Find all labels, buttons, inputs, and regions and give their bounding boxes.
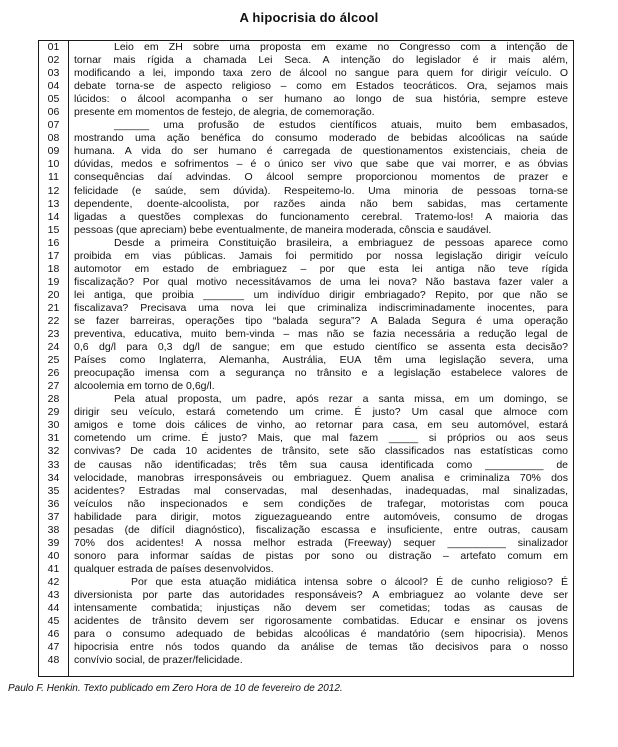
line-text: velocidade, manobras irresponsáveis ou embriaguez. Quem analisa e criminaliza 70% dos	[74, 471, 568, 484]
passage-line	[39, 119, 573, 132]
line-text: Países como Inglaterra, Alemanha, Austrália, EUA têm uma legislação severa, uma	[74, 354, 568, 367]
line-text: Pela atual proposta, um padre, após rezar a santa missa, em um domingo, se	[114, 393, 568, 406]
line-number: 34	[39, 472, 69, 485]
line-text: ______ uma profusão de estudos científicos atuais, muito bem embasados,	[114, 119, 568, 132]
line-number: 47	[39, 641, 69, 654]
line-number: 24	[39, 341, 69, 354]
passage-line	[39, 393, 573, 406]
line-number: 28	[39, 393, 69, 406]
line-text	[69, 667, 573, 676]
line-number: 31	[39, 432, 69, 445]
line-text: intensamente combatida; injustiças não devem ser cometidas; todas as causas de	[74, 602, 568, 615]
passage-line	[39, 289, 573, 302]
line-number: 17	[39, 250, 69, 263]
passage-line	[39, 537, 573, 550]
line-text: de causas não identificadas; três têm sua causa identificada como __________ de	[74, 458, 568, 471]
line-number: 18	[39, 263, 69, 276]
passage-line	[39, 615, 573, 628]
passage-line	[39, 263, 573, 276]
line-text: preventiva, educativa, muito bem-vinda – mas não se fazia necessária a redução legal de	[74, 328, 568, 341]
line-number: 48	[39, 654, 69, 667]
passage-line	[39, 485, 573, 498]
passage-line	[39, 341, 573, 354]
line-number: 11	[39, 171, 69, 184]
line-text: proibida em vias públicas. Jamais foi permitido por nossa legislação dirigir veículo	[74, 249, 568, 262]
passage-line	[39, 145, 573, 158]
line-number: 22	[39, 315, 69, 328]
passage-line	[39, 354, 573, 367]
line-text: veículos não inspecionados e sem condições de trafegar, motoristas com pouca	[74, 497, 568, 510]
line-number: 01	[39, 41, 69, 54]
line-text: hipocrisia entre nós todos quando da análise de temas tão decisivos para o nosso	[74, 641, 568, 654]
passage-line	[39, 41, 573, 54]
line-number: 06	[39, 106, 69, 119]
line-text: dúvidas, medos e sofrimentos – é o único ser vivo que sabe que vai morrer, e as óbvias	[74, 158, 568, 171]
passage-line	[39, 563, 573, 576]
line-text: fiscalizava? Precisava uma nova lei que criminaliza indiscriminadamente inocentes, para	[74, 301, 568, 314]
passage-line	[39, 628, 573, 641]
line-number: 37	[39, 511, 69, 524]
table-bottom-spacer	[39, 667, 573, 676]
passage-line	[39, 276, 573, 289]
passage-line	[39, 315, 573, 328]
line-number: 14	[39, 211, 69, 224]
passage-line	[39, 237, 573, 250]
line-text: convivas? De cada 10 acidentes de trânsito, sete são classificados nas estatísticas como	[74, 445, 568, 458]
passage-line	[39, 380, 573, 393]
passage-line	[39, 589, 573, 602]
line-number: 27	[39, 380, 69, 393]
passage-line	[39, 498, 573, 511]
line-number: 44	[39, 602, 69, 615]
line-number: 12	[39, 185, 69, 198]
line-text: humana. A vida do ser humano é carregada de questionamentos existenciais, cheia de	[74, 145, 568, 158]
line-number: 09	[39, 145, 69, 158]
line-number: 10	[39, 158, 69, 171]
line-number: 05	[39, 93, 69, 106]
line-text: Desde a primeira Constituição brasileira, a embriaguez de pessoas aparece como	[114, 236, 568, 249]
line-text: amigos e tome dois cálices de vinho, ao retornar para casa, em seu automóvel, estará	[74, 419, 568, 432]
line-number: 04	[39, 80, 69, 93]
line-number: 26	[39, 367, 69, 380]
line-number: 35	[39, 485, 69, 498]
passage-line	[39, 302, 573, 315]
passage-line	[39, 576, 573, 589]
passage-line	[39, 445, 573, 458]
line-number: 08	[39, 132, 69, 145]
line-number: 15	[39, 224, 69, 237]
line-number: 36	[39, 498, 69, 511]
line-text: acidentes de trânsito devem ser rigorosamente combatidas. Educar e ensinar os jovens	[74, 615, 568, 628]
line-number: 46	[39, 628, 69, 641]
line-number: 40	[39, 550, 69, 563]
line-text: Leio em ZH sobre uma proposta em exame no Congresso com a intenção de	[114, 41, 568, 53]
passage-table	[38, 40, 574, 677]
passage-line	[39, 158, 573, 171]
line-text: diversionista por parte das autoridades responsáveis? A embriaguez ao volante deve ser	[74, 588, 568, 601]
passage-line	[39, 54, 573, 67]
line-text: mostrando uma ação benéfica do consumo moderado de bebidas alcoólicas na saúde	[74, 132, 568, 145]
line-text: qualquer estrada de países desenvolvidos.	[74, 562, 274, 575]
line-text: Por que esta atuação midiática intensa sobre o álcool? É de cunho religioso? É	[131, 575, 568, 588]
line-text: pessoas (que apreciam) bebe eventualmente, de maneira moderada, cônscia e saudável.	[74, 223, 492, 236]
passage-line	[39, 106, 573, 119]
line-text: dirigir seu veículo, estará cometendo um crime. É justo? Um casal que almoce com	[74, 406, 568, 419]
line-text: habilidade para dirigir, motos ziguezagueando entre automóveis, consumo de drogas	[74, 510, 568, 523]
line-number: 32	[39, 445, 69, 458]
line-number: 16	[39, 237, 69, 250]
passage-line	[39, 419, 573, 432]
line-text: 70% dos acidentes! A nossa melhor estrada (Freeway) sequer __________ sinalizador	[74, 536, 568, 549]
line-text: cometendo um crime. É justo? Mais, que mal fazem _____ si próprios ou aos seus	[74, 432, 568, 445]
passage-line	[39, 224, 573, 237]
passage-line	[39, 80, 573, 93]
passage-line	[39, 198, 573, 211]
passage-line	[39, 459, 573, 472]
line-number: 19	[39, 276, 69, 289]
line-text: felicidade (e saúde, sem dúvida). Respeitemo-lo. Uma minoria de pessoas torna-se	[74, 184, 568, 197]
line-number: 42	[39, 576, 69, 589]
passage-line	[39, 171, 573, 184]
line-number: 41	[39, 563, 69, 576]
line-number: 38	[39, 524, 69, 537]
passage-line	[39, 367, 573, 380]
line-text: alcoolemia em torno de 0,6g/l.	[74, 380, 215, 393]
line-number	[39, 667, 69, 676]
passage-line	[39, 602, 573, 615]
line-text: debate torna-se de aspecto religioso – como em Estados teocráticos. Ora, sejamos mais	[74, 80, 568, 93]
passage-line	[39, 641, 573, 654]
line-number: 23	[39, 328, 69, 341]
line-text: consequências daí advindas. O álcool sempre proporcionou momentos de prazer e	[74, 171, 568, 184]
line-text: presente em momentos de festejo, de alegria, de comemoração.	[74, 106, 375, 119]
line-text: automotor em estado de embriaguez – por que esta lei antiga não teve rígida	[74, 262, 568, 275]
line-number: 33	[39, 459, 69, 472]
line-text: sonoro para informar saídas de pistas por sono ou distração – artefato comum em	[74, 549, 568, 562]
source-citation: Paulo F. Henkin. Texto publicado em Zero Hora de 10 de fevereiro de 2012.	[8, 683, 343, 695]
passage-line	[39, 328, 573, 341]
line-text: para o consumo adequado de bebidas alcoólicas é mandatório (sem hipocrisia). Menos	[74, 628, 568, 641]
line-text: lúcidos: o álcool acompanha o ser humano ao longo de sua história, sempre esteve	[74, 93, 568, 106]
passage-line	[39, 250, 573, 263]
passage-rows	[39, 41, 573, 676]
passage-line	[39, 93, 573, 106]
line-number: 20	[39, 289, 69, 302]
line-text: tornar mais rígida a chamada Lei Seca. A intenção do legislador é ir mais além,	[74, 54, 568, 67]
passage-line	[39, 472, 573, 485]
line-text: pesadas (de difícil diagnóstico), fiscalização escassa e insuficiente, entre outras, causam	[74, 523, 568, 536]
line-number: 13	[39, 198, 69, 211]
line-number: 02	[39, 54, 69, 67]
line-number: 39	[39, 537, 69, 550]
passage-line	[39, 67, 573, 80]
line-text: se fazer barreiras, operações tipo “balada segura”? A Balada Segura é uma operação	[74, 314, 568, 327]
line-number: 45	[39, 615, 69, 628]
passage-line	[39, 550, 573, 563]
passage-line	[39, 432, 573, 445]
line-number: 03	[39, 67, 69, 80]
line-text: acidentes? Estradas mal conservadas, mal desenhadas, inadequadas, mal sinalizadas,	[74, 484, 568, 497]
line-number: 43	[39, 589, 69, 602]
passage-line	[39, 406, 573, 419]
line-text: ligadas a questões complexas do funcionamento cerebral. Tratemo-los! A maioria das	[74, 210, 568, 223]
passage-line	[39, 132, 573, 145]
line-text: fiscalização? Por qual motivo necessitávamos de uma lei nova? Não bastava fazer valer a	[74, 275, 568, 288]
passage-line	[39, 511, 573, 524]
line-text: dependente, doente-alcoolista, por razões ainda não bem sabidas, mas certamente	[74, 197, 568, 210]
line-text: convívio social, de prazer/felicidade.	[74, 654, 243, 667]
line-text: preocupação imensa com a segurança no trânsito e a legislação estabelece valores de	[74, 367, 568, 380]
passage-line	[39, 211, 573, 224]
page-title: A hipocrisia do álcool	[239, 10, 379, 25]
passage-line	[39, 185, 573, 198]
line-number: 21	[39, 302, 69, 315]
line-number: 07	[39, 119, 69, 132]
line-number: 29	[39, 406, 69, 419]
passage-line	[39, 654, 573, 667]
line-text: 0,6 dg/l para 0,3 dg/l de sangue; em que estudo científico se assenta esta decisão?	[74, 341, 568, 354]
line-text: lei antiga, que proibia _______ um indivíduo dirigir embriagado? Repito, por que não se	[74, 288, 568, 301]
passage-line	[39, 524, 573, 537]
line-text: modificando a lei, impondo taxa zero de álcool no sangue para quem for dirigir veículo. O	[74, 67, 568, 80]
line-number: 30	[39, 419, 69, 432]
line-number: 25	[39, 354, 69, 367]
